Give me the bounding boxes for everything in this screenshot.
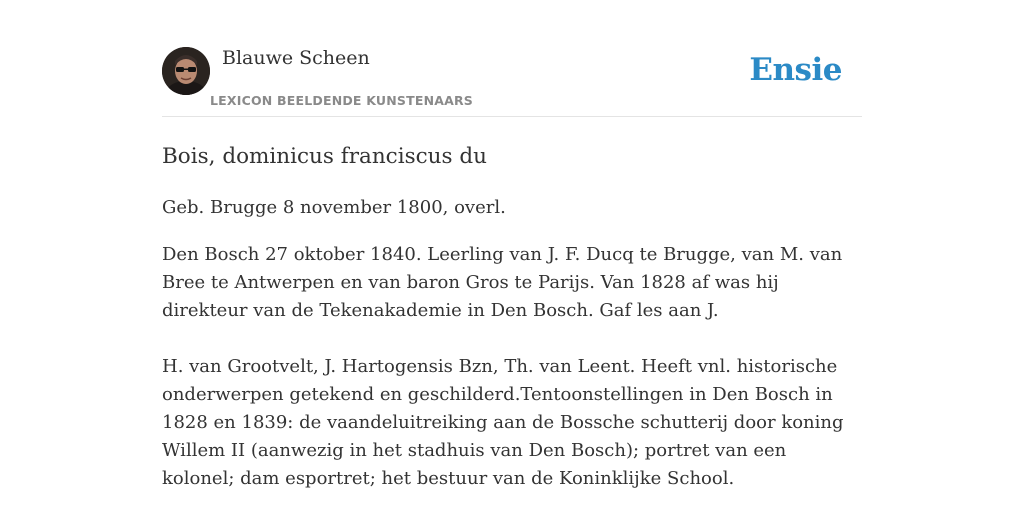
brand-logo[interactable]: Ensie — [749, 52, 842, 88]
entry-title: Bois, dominicus franciscus du — [162, 144, 487, 169]
author-avatar[interactable] — [162, 47, 210, 95]
entry-paragraph: H. van Grootvelt, J. Hartogensis Bzn, Th. van Leent. Heeft vnl. historische onderwerpen getekend en geschilderd.Tentoonstellingen in Den Bosch in 1828 en 1839: de vaandeluitreiking aan de Bossche schutterij door koning Willem II (aanwezig in het stadhuis van Den Bosch); portret van een kolonel; dam esportret; het bestuur van de Koninklijke School. — [162, 356, 844, 489]
collection-label[interactable]: LEXICON BEELDENDE KUNSTENAARS — [210, 93, 474, 108]
entry-paragraph: Geb. Brugge 8 november 1800, overl. — [162, 197, 506, 218]
entry-paragraph: Den Bosch 27 oktober 1840. Leerling van J. F. Ducq te Brugge, van M. van Bree te Antwerpen en van baron Gros te Parijs. Van 1828 af was hij direkteur van de Tekenakademie in Den Bosch. Gaf les aan J. — [162, 244, 843, 321]
entry-header — [162, 46, 862, 117]
entry-card — [162, 46, 862, 493]
author-name[interactable]: Blauwe Scheen — [222, 47, 370, 69]
avatar-photo-icon — [162, 47, 210, 95]
